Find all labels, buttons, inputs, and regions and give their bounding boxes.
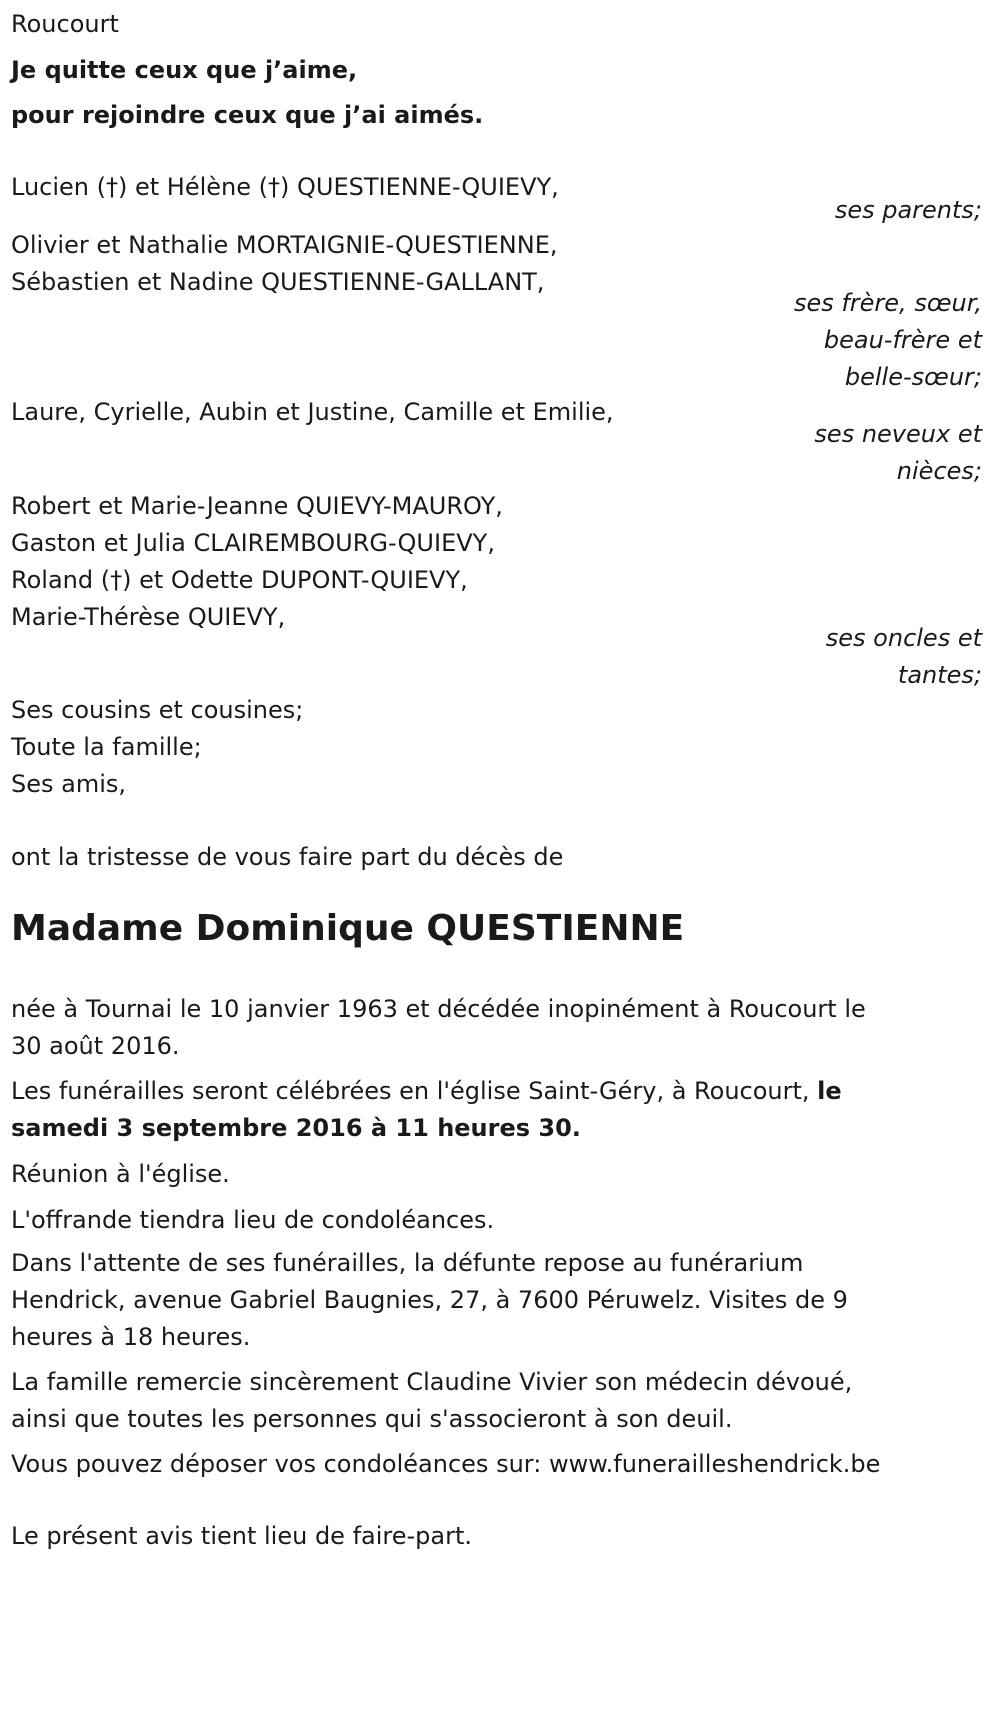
rest-line: heures à 18 heures. bbox=[11, 1323, 251, 1351]
funeral-text: Les funérailles seront célébrées en l'église Saint-Géry, à Roucourt, bbox=[11, 1077, 818, 1105]
rest-line: Dans l'attente de ses funérailles, la défunte repose au funérarium bbox=[11, 1249, 804, 1277]
announcement: ont la tristesse de vous faire part du décès de bbox=[11, 843, 564, 871]
other-family: Toute la famille; bbox=[11, 733, 202, 761]
funeral-line bbox=[11, 1079, 842, 1103]
parents-relation: ses parents; bbox=[834, 196, 982, 224]
condolences: Vous pouvez déposer vos condoléances sur: www.funerailleshendrick.be bbox=[11, 1450, 881, 1478]
siblings-relation: belle-sœur; bbox=[844, 363, 982, 391]
offering: L'offrande tiendra lieu de condoléances. bbox=[11, 1206, 495, 1234]
notice: Le présent avis tient lieu de faire-part. bbox=[11, 1522, 473, 1550]
uncles-relation: tantes; bbox=[897, 661, 982, 689]
uncles-relation: ses oncles et bbox=[825, 624, 982, 652]
birth-line: née à Tournai le 10 janvier 1963 et décédée inopinément à Roucourt le bbox=[11, 995, 866, 1023]
parents-name: Lucien (†) et Hélène (†) QUESTIENNE-QUIEVY, bbox=[11, 173, 559, 201]
meeting: Réunion à l'église. bbox=[11, 1160, 230, 1188]
uncle-name: Roland (†) et Odette DUPONT-QUIEVY, bbox=[11, 566, 468, 594]
uncle-name: Gaston et Julia CLAIREMBOURG-QUIEVY, bbox=[11, 529, 495, 557]
deceased-name: Madame Dominique QUESTIENNE bbox=[11, 908, 685, 949]
sibling-name: Olivier et Nathalie MORTAIGNIE-QUESTIENNE, bbox=[11, 231, 558, 259]
uncle-name: Robert et Marie-Jeanne QUIEVY-MAUROY, bbox=[11, 492, 503, 520]
town: Roucourt bbox=[11, 10, 119, 38]
rest-line: Hendrick, avenue Gabriel Baugnies, 27, à 7600 Péruwelz. Visites de 9 bbox=[11, 1286, 848, 1314]
uncle-name: Marie-Thérèse QUIEVY, bbox=[11, 603, 286, 631]
other-family: Ses amis, bbox=[11, 770, 127, 798]
other-family: Ses cousins et cousines; bbox=[11, 696, 304, 724]
nephews-relation: ses neveux et bbox=[814, 420, 982, 448]
birth-line: 30 août 2016. bbox=[11, 1032, 180, 1060]
thanks-line: ainsi que toutes les personnes qui s'associeront à son deuil. bbox=[11, 1405, 733, 1433]
quote-line-1: Je quitte ceux que j’aime, bbox=[11, 56, 358, 84]
nephews-relation: nièces; bbox=[896, 457, 982, 485]
siblings-relation: beau-frère et bbox=[823, 326, 982, 354]
quote-line-2: pour rejoindre ceux que j’ai aimés. bbox=[11, 101, 484, 129]
siblings-relation: ses frère, sœur, bbox=[793, 289, 982, 317]
funeral-date: samedi 3 septembre 2016 à 11 heures 30. bbox=[11, 1114, 581, 1142]
sibling-name: Sébastien et Nadine QUESTIENNE-GALLANT, bbox=[11, 268, 545, 296]
nephews-name: Laure, Cyrielle, Aubin et Justine, Camille et Emilie, bbox=[11, 398, 614, 426]
funeral-date-start: le bbox=[817, 1077, 842, 1105]
thanks-line: La famille remercie sincèrement Claudine Vivier son médecin dévoué, bbox=[11, 1368, 853, 1396]
